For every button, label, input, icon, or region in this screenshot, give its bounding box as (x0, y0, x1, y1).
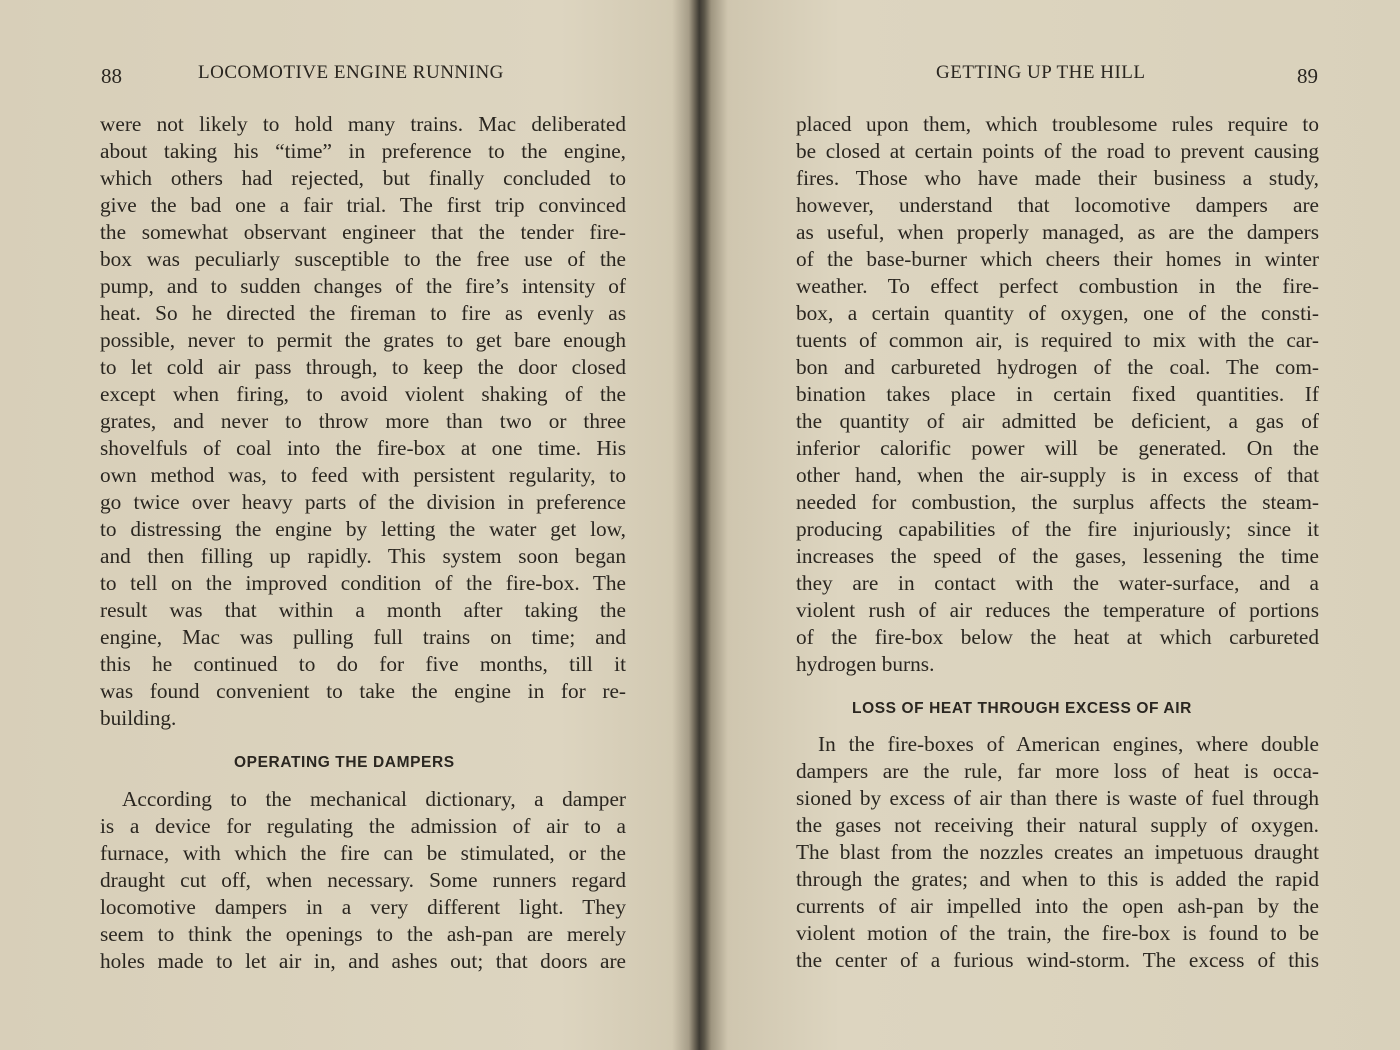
text-line: is a device for regulating the admission of air to a (100, 814, 626, 838)
text-line: other hand, when the air-supply is in excess of that (796, 463, 1319, 487)
text-line: the quantity of air admitted be deficient, a gas of (796, 409, 1319, 433)
right-page (706, 0, 1400, 1050)
text-line: currents of air impelled into the open ash-pan by the (796, 894, 1319, 918)
text-line: shovelfuls of coal into the fire-box at one time. His (100, 436, 626, 460)
text-line: to distressing the engine by letting the water get low, (100, 517, 626, 541)
body-text-bottom (100, 786, 626, 975)
text-line: sioned by excess of air than there is waste of fuel through (796, 786, 1319, 810)
text-line: was found convenient to take the engine in for re- (100, 679, 626, 703)
section-heading: OPERATING THE DAMPERS (234, 754, 455, 771)
text-line: as useful, when properly managed, as are the dampers (796, 220, 1319, 244)
text-line: grates, and never to throw more than two or three (100, 409, 626, 433)
text-line: however, understand that locomotive dampers are (796, 193, 1319, 217)
text-line: to tell on the improved condition of the fire-box. The (100, 571, 626, 595)
text-line: own method was, to feed with persistent regularity, to (100, 463, 626, 487)
body-text-top (796, 111, 1319, 678)
running-head: LOCOMOTIVE ENGINE RUNNING (198, 62, 504, 83)
text-line: hydrogen burns. (796, 652, 935, 676)
text-line: about taking his “time” in preference to the engine, (100, 139, 626, 163)
text-line: violent motion of the train, the fire-box is found to be (796, 921, 1319, 945)
text-line: building. (100, 706, 177, 730)
text-line: the center of a furious wind-storm. The excess of this (796, 948, 1319, 972)
text-line: pump, and to sudden changes of the fire’s intensity of (100, 274, 626, 298)
text-line: and then filling up rapidly. This system soon began (100, 544, 626, 568)
body-text-bottom (796, 731, 1319, 974)
text-line: engine, Mac was pulling full trains on time; and (100, 625, 626, 649)
running-head: GETTING UP THE HILL (936, 62, 1146, 83)
body-text-top (100, 111, 626, 732)
text-line: bon and carbureted hydrogen of the coal. The com- (796, 355, 1319, 379)
text-line: the somewhat observant engineer that the tender fire- (100, 220, 626, 244)
text-line: go twice over heavy parts of the division in preference (100, 490, 626, 514)
text-line: needed for combustion, the surplus affects the steam- (796, 490, 1319, 514)
text-line: the gases not receiving their natural supply of oxygen. (796, 813, 1319, 837)
text-line: through the grates; and when to this is added the rapid (796, 867, 1319, 891)
text-line: holes made to let air in, and ashes out; that doors are (100, 949, 626, 973)
text-line: placed upon them, which troublesome rules require to (796, 112, 1319, 136)
text-line: producing capabilities of the fire injuriously; since it (796, 517, 1319, 541)
text-line: increases the speed of the gases, lessening the time (796, 544, 1319, 568)
page-number: 89 (1297, 64, 1318, 88)
text-line: violent rush of air reduces the temperature of portions (796, 598, 1319, 622)
text-line: were not likely to hold many trains. Mac deliberated (100, 112, 626, 136)
text-line: result was that within a month after taking the (100, 598, 626, 622)
text-line: this he continued to do for five months, till it (100, 652, 626, 676)
text-line: they are in contact with the water-surface, and a (796, 571, 1319, 595)
text-line: to let cold air pass through, to keep the door closed (100, 355, 626, 379)
text-line: seem to think the openings to the ash-pan are merely (100, 922, 626, 946)
text-line: dampers are the rule, far more loss of heat is occa- (796, 759, 1319, 783)
text-line: box, a certain quantity of oxygen, one of the consti- (796, 301, 1319, 325)
page-number: 88 (101, 64, 122, 88)
text-line: fires. Those who have made their business a study, (796, 166, 1319, 190)
text-line: weather. To effect perfect combustion in the fire- (796, 274, 1319, 298)
text-line: box was peculiarly susceptible to the free use of the (100, 247, 626, 271)
text-line: In the fire-boxes of American engines, where double (818, 732, 1319, 756)
text-line: tuents of common air, is required to mix with the car- (796, 328, 1319, 352)
text-line: bination takes place in certain fixed quantities. If (796, 382, 1319, 406)
text-line: of the base-burner which cheers their homes in winter (796, 247, 1319, 271)
section-heading: LOSS OF HEAT THROUGH EXCESS OF AIR (852, 700, 1192, 717)
text-line: possible, never to permit the grates to get bare enough (100, 328, 626, 352)
text-line: except when firing, to avoid violent shaking of the (100, 382, 626, 406)
text-line: furnace, with which the fire can be stimulated, or the (100, 841, 626, 865)
text-line: locomotive dampers in a very different light. They (100, 895, 626, 919)
text-line: draught cut off, when necessary. Some runners regard (100, 868, 626, 892)
text-line: of the fire-box below the heat at which carbureted (796, 625, 1319, 649)
text-line: According to the mechanical dictionary, a damper (122, 787, 626, 811)
text-line: inferior calorific power will be generated. On the (796, 436, 1319, 460)
text-line: which others had rejected, but finally concluded to (100, 166, 626, 190)
text-line: The blast from the nozzles creates an impetuous draught (796, 840, 1319, 864)
text-line: heat. So he directed the fireman to fire as evenly as (100, 301, 626, 325)
text-line: give the bad one a fair trial. The first trip convinced (100, 193, 626, 217)
text-line: be closed at certain points of the road to prevent causing (796, 139, 1319, 163)
